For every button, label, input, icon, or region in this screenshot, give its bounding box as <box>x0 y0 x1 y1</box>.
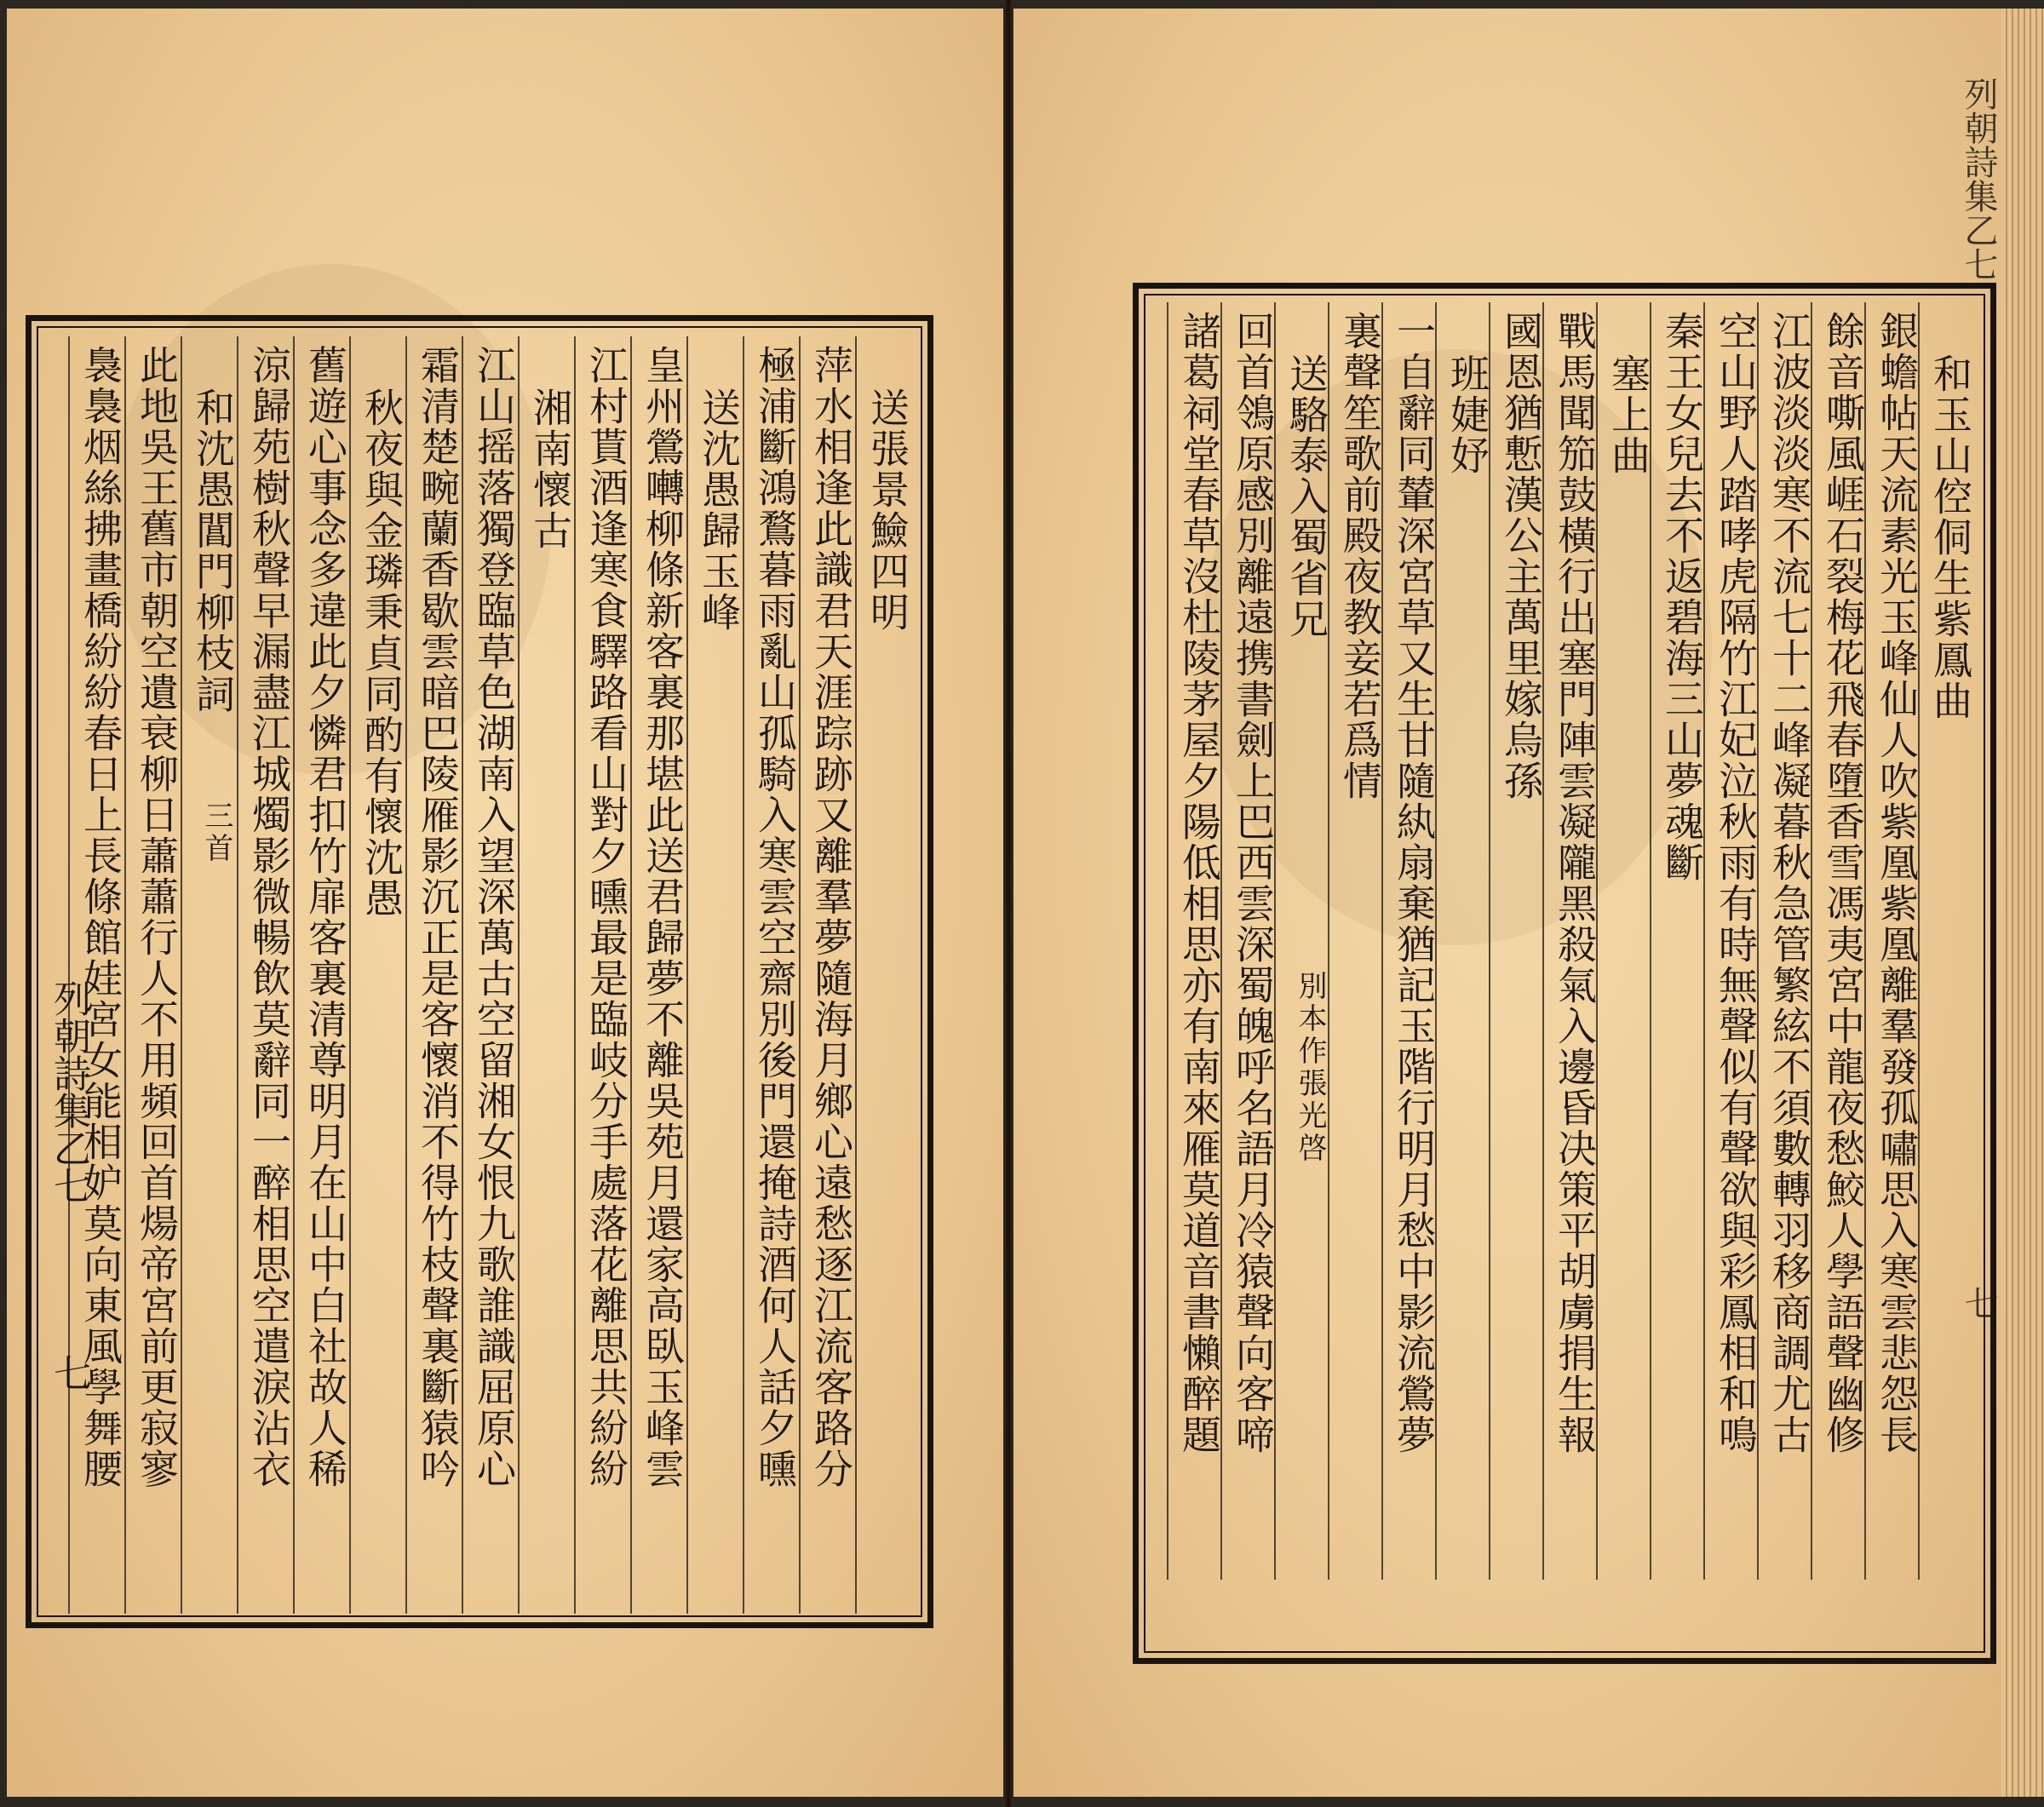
text-column: 裏聲笙歌前殿夜教妾若爲情 <box>1337 311 1383 801</box>
text-column: 裊裊烟絲拂畫橋紛紛春日上長條館娃宮女能相妒莫向東風學舞腰 <box>78 345 123 1489</box>
text-column: 空山野人踏哮虎隔竹江妃泣秋雨有時無聲似有聲欲與彩鳳相和鳴 <box>1713 311 1759 1455</box>
column-rule <box>743 336 744 1614</box>
column-rule <box>124 336 126 1614</box>
poem-title: 秋夜與金璘秉貞同酌有懷沈愚 <box>359 387 405 919</box>
text-column: 一自辭同輦深宮草又生甘隨紈扇棄猶記玉階行明月愁中影流鶯夢 <box>1391 311 1437 1455</box>
text-column: 江村貰酒逢寒食驛路看山對夕曛最是臨岐分手處落花離思共紛紛 <box>583 345 629 1489</box>
column-rule <box>462 336 463 1614</box>
annotation-note: 三首 <box>199 800 233 865</box>
text-column: 萍水相逢此識君天涯踪跡又離羣夢隨海月鄉心遠愁逐江流客路分 <box>808 345 854 1489</box>
text-column: 江波淡淡寒不流七十二峰凝暮秋急管繁絃不須數轉羽移商調尤古 <box>1766 311 1812 1455</box>
text-column: 舊遊心事念多違此夕憐君扣竹扉客裏清尊明月在山中白社故人稀 <box>302 345 348 1489</box>
text-column: 回首鴒原感別離遠携書劍上巴西雲深蜀魄呼名語月冷猿聲向客啼 <box>1230 311 1276 1455</box>
column-rule <box>574 336 576 1614</box>
column-rule <box>1489 302 1490 1580</box>
poem-title: 塞上曲 <box>1605 353 1651 476</box>
poem-title: 送沈愚歸玉峰 <box>696 387 742 633</box>
poem-title: 和玉山倥侗生紫鳳曲 <box>1927 353 1973 721</box>
column-rule <box>799 336 801 1614</box>
right-page <box>1013 9 2001 1797</box>
column-rule <box>405 336 407 1614</box>
column-rule <box>1650 302 1651 1580</box>
column-rule <box>237 336 238 1614</box>
text-column: 餘音嘶風崕石裂梅花飛春墮香雪馮夷宮中龍夜愁鮫人學語聲幽修 <box>1820 311 1866 1455</box>
text-column: 國恩猶慙漢公主萬里嫁烏孫 <box>1498 311 1544 801</box>
text-column: 霜清楚畹蘭香歇雲暗巴陵雁影沉正是客懷消不得竹枝聲裏斷猿吟 <box>415 345 461 1489</box>
text-column: 銀蟾帖天流素光玉峰仙人吹紫凰紫凰離羣發孤嘯思入寒雲悲怨長 <box>1874 311 1920 1455</box>
poem-title: 班婕妤 <box>1444 353 1490 476</box>
column-rule <box>68 336 70 1614</box>
page-edges <box>2001 9 2044 1797</box>
column-rule <box>686 336 688 1614</box>
text-column: 諸葛祠堂春草沒杜陵茅屋夕陽低相思亦有南來雁莫道音書懶醉題 <box>1176 311 1222 1455</box>
poem-title: 和沈愚閶門柳枝詞 <box>190 387 236 714</box>
right-margin-title: 列朝詩集乙七 <box>1959 77 1998 281</box>
poem-title: 送駱泰入蜀省兄 <box>1283 353 1329 640</box>
text-column: 秦王女兒去不返碧海三山夢魂斷 <box>1659 311 1705 883</box>
column-rule <box>349 336 351 1614</box>
column-rule <box>518 336 520 1614</box>
text-column: 皇州鶯囀柳條新客裏那堪此送君歸夢不離吳苑月還家高臥玉峰雲 <box>640 345 686 1489</box>
annotation-note: 別本作張光啓 <box>1293 971 1327 1165</box>
text-column: 戰馬聞笳鼓橫行出塞門陣雲凝隴黑殺氣入邊昏决策平胡虜捐生報 <box>1552 311 1598 1455</box>
poem-title: 湘南懷古 <box>527 387 573 551</box>
column-rule <box>181 336 182 1614</box>
poem-title: 送張景䲓四明 <box>864 387 910 633</box>
left-margin-title: 列朝詩集乙七 <box>47 979 90 1204</box>
text-column: 極浦斷鴻鶩暮雨亂山孤騎入寒雲空齋別後門還掩詩酒何人話夕曛 <box>752 345 798 1489</box>
text-column: 涼歸苑樹秋聲早漏盡江城燭影微暢飲莫辭同一醉相思空遣淚沾衣 <box>246 345 292 1489</box>
text-column: 江山摇落獨登臨草色湖南入望深萬古空留湘女恨九歌誰識屈原心 <box>471 345 517 1489</box>
column-rule <box>630 336 632 1614</box>
left-page <box>7 9 1003 1797</box>
column-rule <box>855 336 857 1614</box>
right-margin-folio: 七 <box>1959 1286 1998 1320</box>
book-gutter <box>1003 0 1013 1807</box>
left-margin-folio: 七 <box>47 1354 90 1391</box>
column-rule <box>1167 302 1168 1580</box>
column-rule <box>293 336 295 1614</box>
text-column: 此地吳王舊市朝空遺衰柳日蕭蕭行人不用頻回首煬帝宮前更寂寥 <box>134 345 180 1489</box>
